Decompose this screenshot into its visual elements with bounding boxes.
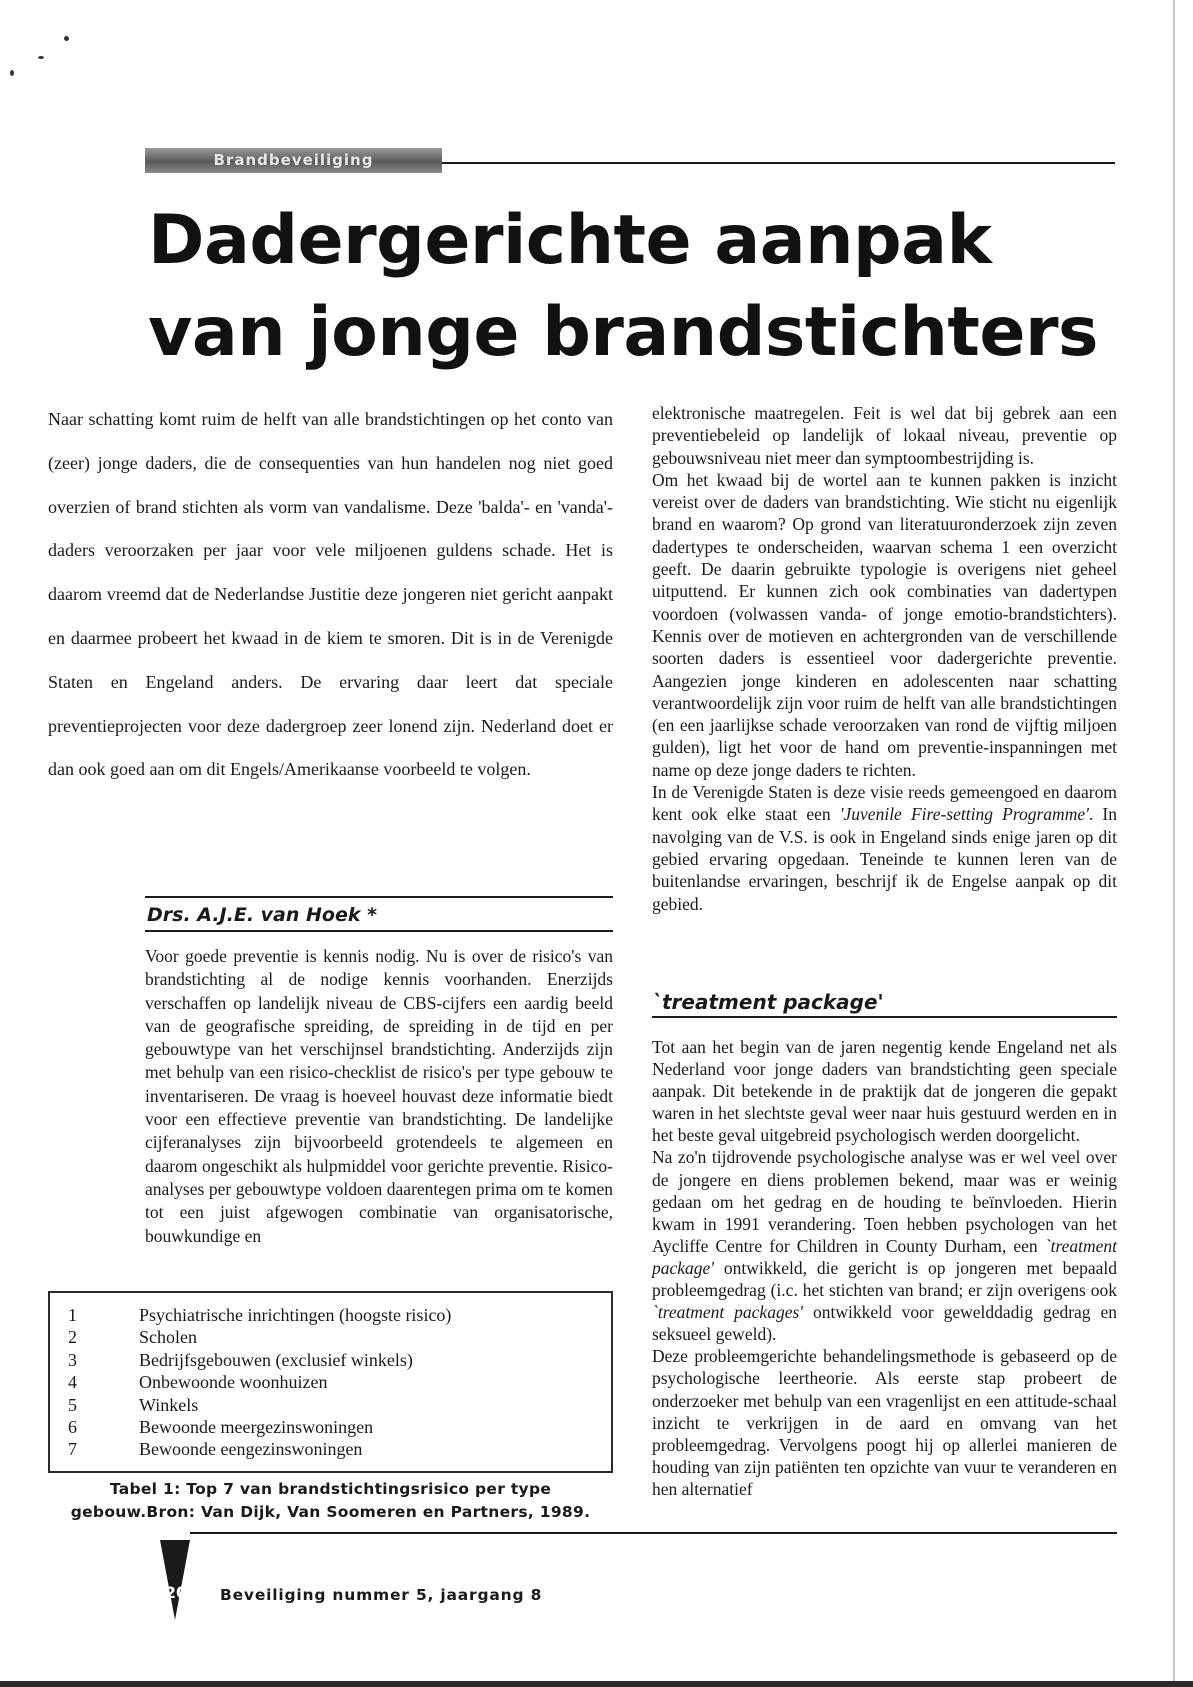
body-text: ontwikkeld voor gewelddadig gedrag en seksueel geweld). [652, 1302, 1117, 1345]
scan-speck [64, 36, 69, 41]
intro-paragraph [48, 398, 613, 792]
table-rank: 7 [68, 1439, 77, 1460]
table-caption: Tabel 1: Top 7 van brandstichtingsrisico per type gebouw.Bron: Van Dijk, Van Soomeren en Partners, 1989. [70, 1480, 591, 1521]
subheading: `treatment package' [652, 990, 884, 1014]
table-row [50, 1416, 611, 1438]
body-column-right [652, 402, 1117, 915]
page-edge [1173, 0, 1175, 1687]
article-title [148, 195, 1108, 379]
body-paragraph: Om het kwaad bij de wortel aan te kunnen pakken is inzicht vereist over de daders van brandstichting. Wie sticht nu eigenlijk brand en waarom? Op grond van literatuuronderzoek zijn zeven dadertypes te onderscheiden, waarvan schema 1 een overzicht geeft. De daarin gebruikte typologie is overigens niet geheel uitputtend. Er kunnen zich ook combinaties van dadertypen voordoen (volwassen vanda- of jonge emotio-brandstichters). Kennis over de motieven en achtergronden van de verschillende soorten daders is essentieel voor dadergerichte preventie. Aangezien jonge kinderen en adolescenten naar schatting verantwoordelijk zijn voor ruim de helft van alle brandstichtingen (en een jaarlijkse schade veroorzaken van rond de vijftig miljoen gulden), ligt het voor de hand om preventie-inspanningen met name op deze jonge daders te richten. [652, 469, 1117, 780]
table-rank: 2 [68, 1327, 77, 1348]
term-emphasis: `treatment packages' [652, 1302, 804, 1323]
table-row [50, 1438, 611, 1460]
term-emphasis: `treatment package' [652, 1235, 1117, 1278]
table-rank: 3 [68, 1349, 77, 1370]
table-rank: 6 [68, 1417, 77, 1438]
byline-rule-top [145, 896, 613, 898]
body-paragraph [652, 781, 1117, 915]
body-text: Na zo'n tijdrovende psychologische analyse was er wel veel over de jongere en diens problemen bekend, maar was er weinig gedaan om het gedrag en de houding te beïnvloeden. Hierin kwam in 1991 verandering. Toen hebben psychologen van het Aycliffe Centre for Children in County Durham, een [652, 1147, 1117, 1256]
table-rank: 4 [68, 1372, 77, 1393]
table-row [50, 1326, 611, 1348]
program-name: 'Juvenile Fire-setting Programme' [839, 804, 1089, 825]
table-building-type: Bewoonde eengezinswoningen [139, 1439, 363, 1460]
table-building-type: Scholen [139, 1327, 197, 1348]
table-row [50, 1349, 611, 1371]
table-rank: 1 [68, 1305, 77, 1325]
title-line-2: van jonge brandstichters [148, 293, 1099, 372]
body-paragraph [652, 1146, 1117, 1345]
author-byline: Drs. A.J.E. van Hoek * [147, 904, 378, 926]
body-text: In de Verenigde Staten is deze visie reeds gemeengoed en daarom kent ook elke staat een [652, 782, 1117, 825]
section-label: Brandbeveiliging [213, 151, 374, 169]
body-paragraph: Deze probleemgerichte behandelingsmethode is gebaseerd op de psychologische leertheorie. Als eerste stap probeert de onderzoeker met behulp van een vragenlijst en een attitude-schaal inzicht te verkrijgen in de aard en omvang van het probleemgedrag. Vervolgens poogt hij op allerlei manieren de houding van zijn patiënten ten opzichte van vuur te veranderen en hen alternatief [652, 1346, 1117, 1499]
body-column-right-lower [652, 1036, 1117, 1500]
table-building-type: Psychiatrische inrichtingen (hoogste risico) [139, 1305, 452, 1325]
subheading-rule [652, 1016, 1117, 1018]
body-column-left [145, 945, 613, 1248]
table-row [50, 1394, 611, 1416]
body-text: . In navolging van de V.S. is ook in Engeland sinds enige jaren op dit gebied ervaring opgedaan. Teneinde te kunnen leren van de buitenlandse ervaringen, beschrijf ik de Engelse aanpak op dit gebied. [652, 804, 1117, 914]
table-building-type: Bedrijfsgebouwen (exclusief winkels) [139, 1349, 413, 1370]
scan-speck [38, 56, 44, 59]
publication-footer: Beveiliging nummer 5, jaargang 8 [220, 1586, 543, 1604]
intro-text: Naar schatting komt ruim de helft van alle brandstichtingen op het conto van (zeer) jonge daders, die de consequenties van hun handelen nog niet goed overzien of brand stichten als vorm van vandalisme. Deze 'balda'- en 'vanda'-daders veroorzaken per jaar voor vele miljoenen guldens schade. Het is daarom vreemd dat de Nederlandse Justitie deze jongeren niet gericht aanpakt en daarmee probeert het kwaad in de kiem te smoren. Dit is in de Verenigde Staten en Engeland anders. De ervaring daar leert dat speciale preventieprojecten voor deze dadergroep zeer lonend zijn. Nederland doet er dan ook goed aan om dit Engels/Amerikaanse voorbeeld te volgen. [48, 409, 613, 780]
header-rule [442, 162, 1115, 164]
body-text: ontwikkeld, die gericht is op jongeren met bepaald probleemgedrag (i.c. het stichten van brand; er zijn overigens ook [652, 1257, 1117, 1301]
footer-rule [190, 1532, 1117, 1534]
scan-speck [10, 70, 14, 76]
table-building-type: Bewoonde meergezinswoningen [139, 1417, 374, 1438]
byline-rule-bottom [145, 930, 613, 932]
table-building-type: Winkels [139, 1394, 199, 1415]
body-paragraph: Tot aan het begin van de jaren negentig kende Engeland net als Nederland voor jonge daders van brandstichting geen speciale aanpak. Dit betekende in de praktijk dat de jongeren die gepakt waren in het slechtste geval weer naar huis gestuurd werden en in het beste geval uitgebreid psychologisch werden doorgelicht. [652, 1037, 1117, 1146]
page-number: 20 [164, 1583, 188, 1602]
table-rank: 5 [68, 1394, 77, 1415]
title-line-1: Dadergerichte aanpak [148, 201, 992, 280]
risk-table [48, 1291, 613, 1473]
body-paragraph: elektronische maatregelen. Feit is wel dat bij gebrek aan een preventiebeleid op landelijk of lokaal niveau, preventie op gebouwsniveau niet meer dan symptoombestrijding is. [652, 403, 1117, 468]
table-building-type: Onbewoonde woonhuizen [139, 1372, 328, 1393]
bottom-edge [0, 1681, 1193, 1687]
table-row [50, 1304, 611, 1326]
section-band [145, 148, 442, 173]
page-marker-triangle [160, 1540, 190, 1620]
body-paragraph: Voor goede preventie is kennis nodig. Nu is over de risico's van brandstichting al de nodige kennis voorhanden. Enerzijds verschaffen op landelijk niveau de CBS-cijfers een aardig beeld van de geografische spreiding, de spreiding in de tijd en per gebouwtype van het verschijnsel brandstichting. Anderzijds zijn met behulp van een risico-checklist de risico's per type gebouw te inventariseren. De vraag is hoeveel houvast deze informatie biedt voor een effectieve preventie van brandstichting. De landelijke cijferanalyses zijn bijvoorbeeld grotendeels te algemeen en daarom ongeschikt als hulpmiddel voor gerichte preventie. Risico-analyses per gebouwtype voldoen daarentegen prima om te komen tot een juist afgewogen combinatie van organisatorische, bouwkundige en [145, 946, 613, 1246]
table-row [50, 1371, 611, 1393]
